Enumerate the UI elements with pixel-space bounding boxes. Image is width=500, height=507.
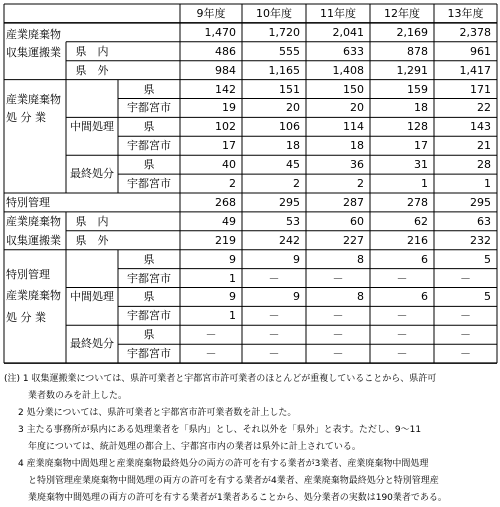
table-cell: 17 [414, 139, 428, 153]
note-line: 業廃棄物中間処理の両方の許可を有する業者が1業者あることから、処分業者の実数は190業者である。 [28, 493, 447, 503]
row-label: 県 内 [75, 44, 109, 58]
row-label: 県 [143, 328, 155, 342]
table-cell: 9 [293, 252, 300, 266]
table-cell: 486 [215, 44, 236, 58]
table-cell: 268 [215, 195, 236, 209]
table-cell: 22 [477, 101, 491, 115]
table-cell: 143 [470, 120, 491, 134]
table-cell: 216 [407, 233, 428, 247]
table-cell: 1,720 [268, 25, 300, 39]
table-cell: 5 [484, 290, 491, 304]
table-cell: 232 [470, 233, 491, 247]
table-cell: 961 [470, 44, 491, 58]
table-cell: 18 [350, 139, 364, 153]
table-cell: 171 [470, 82, 491, 96]
table-cell: 555 [279, 44, 300, 58]
year-header: 10年度 [256, 6, 292, 20]
table-cell: － [460, 271, 471, 285]
section-label: 産業廃棄物 [6, 214, 61, 228]
table-cell: 219 [215, 233, 236, 247]
subgroup-label: 中間処理 [70, 290, 114, 304]
table-cell: 19 [222, 101, 236, 115]
row-label: 県 [143, 158, 155, 172]
table-cell: 9 [229, 252, 236, 266]
table-cell: 1 [229, 309, 236, 323]
table-cell: 114 [343, 120, 364, 134]
note-line: 4 産業廃棄物中間処理と産業廃棄物最終処分の両方の許可を有する業者が3業者、産業廃棄物中間処理 [18, 459, 429, 469]
section-label: 産業廃棄物 [6, 27, 61, 41]
table-cell: 45 [286, 158, 300, 172]
table-cell: 1,408 [332, 63, 364, 77]
table-cell: 295 [279, 195, 300, 209]
table-cell: 18 [286, 139, 300, 153]
table-cell: － [205, 347, 217, 361]
table-cell: － [268, 309, 280, 323]
table-cell: － [205, 328, 217, 342]
table-cell: － [332, 271, 344, 285]
table-cell: － [460, 309, 471, 323]
table-cell: 1,165 [268, 63, 300, 77]
table-cell: 21 [477, 139, 491, 153]
subgroup-label: 最終処分 [70, 167, 114, 181]
table-cell: 2,041 [332, 25, 364, 39]
section-label: 処 分 業 [6, 111, 46, 125]
table-cell: 5 [484, 252, 491, 266]
table-cell: 2 [229, 177, 236, 191]
table-cell: 287 [343, 195, 364, 209]
table-cell: 60 [350, 214, 364, 228]
table-cell: 63 [477, 214, 491, 228]
section-label: 特別管理 [6, 195, 50, 209]
table-cell: 142 [215, 82, 236, 96]
table-cell: － [332, 309, 344, 323]
table-cell: 2,378 [459, 25, 491, 39]
table-cell: 62 [414, 214, 428, 228]
table-cell: 8 [357, 290, 364, 304]
table-cell: 159 [407, 82, 428, 96]
year-header: 9年度 [196, 6, 226, 20]
table-cell: － [396, 309, 408, 323]
row-label: 宇都宮市 [127, 177, 171, 191]
note-line: 業者数のみを計上した。 [28, 391, 128, 401]
table-cell: 53 [286, 214, 300, 228]
table-cell: 278 [407, 195, 428, 209]
table-cell: 878 [407, 44, 428, 58]
year-header: 11年度 [320, 6, 356, 20]
row-label: 県 外 [75, 63, 109, 77]
table-cell: 1,470 [204, 25, 236, 39]
table-cell: 102 [215, 120, 236, 134]
row-label: 宇都宮市 [127, 139, 171, 153]
table-cell: － [332, 347, 344, 361]
table-cell: － [268, 271, 280, 285]
table-cell: － [268, 347, 280, 361]
table-cell: 2,169 [396, 25, 428, 39]
row-label: 県 [143, 120, 155, 134]
table-cell: 17 [222, 139, 236, 153]
subgroup-label: 最終処分 [70, 337, 114, 351]
table-cell: 20 [350, 101, 364, 115]
note-line: 2 処分業については、県許可業者と宇都宮市許可業者数を計上した。 [18, 408, 297, 418]
table-cell: － [396, 347, 408, 361]
table-cell: 49 [222, 214, 236, 228]
section-label: 収集運搬業 [6, 233, 61, 247]
table-cell: 1,417 [459, 63, 491, 77]
table-cell: － [396, 328, 408, 342]
table-cell: － [460, 328, 471, 342]
table-cell: 6 [421, 252, 428, 266]
table-cell: － [396, 271, 408, 285]
table-cell: － [332, 328, 344, 342]
row-label: 県 [143, 290, 155, 304]
table-cell: 28 [477, 158, 491, 172]
row-label: 宇都宮市 [127, 309, 171, 323]
table-cell: 20 [286, 101, 300, 115]
table-cell: 1 [421, 177, 428, 191]
row-label: 県 [143, 252, 155, 266]
table-cell: 2 [293, 177, 300, 191]
table-cell: 8 [357, 252, 364, 266]
table-cell: 1 [229, 271, 236, 285]
section-label: 収集運搬業 [6, 45, 61, 59]
table-cell: － [460, 347, 471, 361]
table-cell: 40 [222, 158, 236, 172]
section-label: 産業廃棄物 [6, 289, 61, 303]
table-cell: 36 [350, 158, 364, 172]
row-label: 宇都宮市 [127, 101, 171, 115]
table-cell: 150 [343, 82, 364, 96]
table-cell: 106 [279, 120, 300, 134]
section-label: 特別管理 [6, 267, 50, 281]
year-header: 13年度 [447, 6, 484, 20]
row-label: 宇都宮市 [127, 271, 171, 285]
table-cell: 31 [414, 158, 428, 172]
table-cell: 1 [484, 177, 491, 191]
row-label: 県 [143, 82, 155, 96]
row-label: 県 内 [75, 214, 109, 228]
table-cell: 151 [279, 82, 300, 96]
row-label: 県 外 [75, 233, 109, 247]
year-header: 12年度 [384, 6, 420, 20]
table-cell: 2 [357, 177, 364, 191]
table-cell: 6 [421, 290, 428, 304]
table-cell: 9 [229, 290, 236, 304]
table-cell: 633 [343, 44, 364, 58]
table-cell: 18 [414, 101, 428, 115]
table-cell: 295 [470, 195, 491, 209]
table-cell: 227 [343, 233, 364, 247]
subgroup-label: 中間処理 [70, 120, 114, 134]
section-label: 処 分 業 [6, 311, 46, 325]
row-label: 宇都宮市 [127, 347, 171, 361]
table-cell: － [268, 328, 280, 342]
note-line: (注) 1 収集運搬業については、県許可業者と宇都宮市許可業者のほとんどが重複していることから、県許可 [4, 374, 437, 384]
section-label: 産業廃棄物 [6, 92, 61, 106]
note-line: 3 主たる事務所が県内にある処理業者を「県内」とし、それ以外を「県外」と表す。ただし、9～11 [18, 425, 422, 435]
table-cell: 1,291 [396, 63, 428, 77]
table-cell: 9 [293, 290, 300, 304]
note-line: 年度については、統計処理の都合上、宇都宮市内の業者は県外に計上されている。 [28, 442, 361, 452]
table-cell: 128 [407, 120, 428, 134]
table-cell: 984 [215, 63, 236, 77]
note-line: と特別管理産業廃棄物中間処理の両方の許可を有する業者が4業者、産業廃棄物最終処分と特別管理産 [28, 476, 439, 486]
table-cell: 242 [279, 233, 300, 247]
